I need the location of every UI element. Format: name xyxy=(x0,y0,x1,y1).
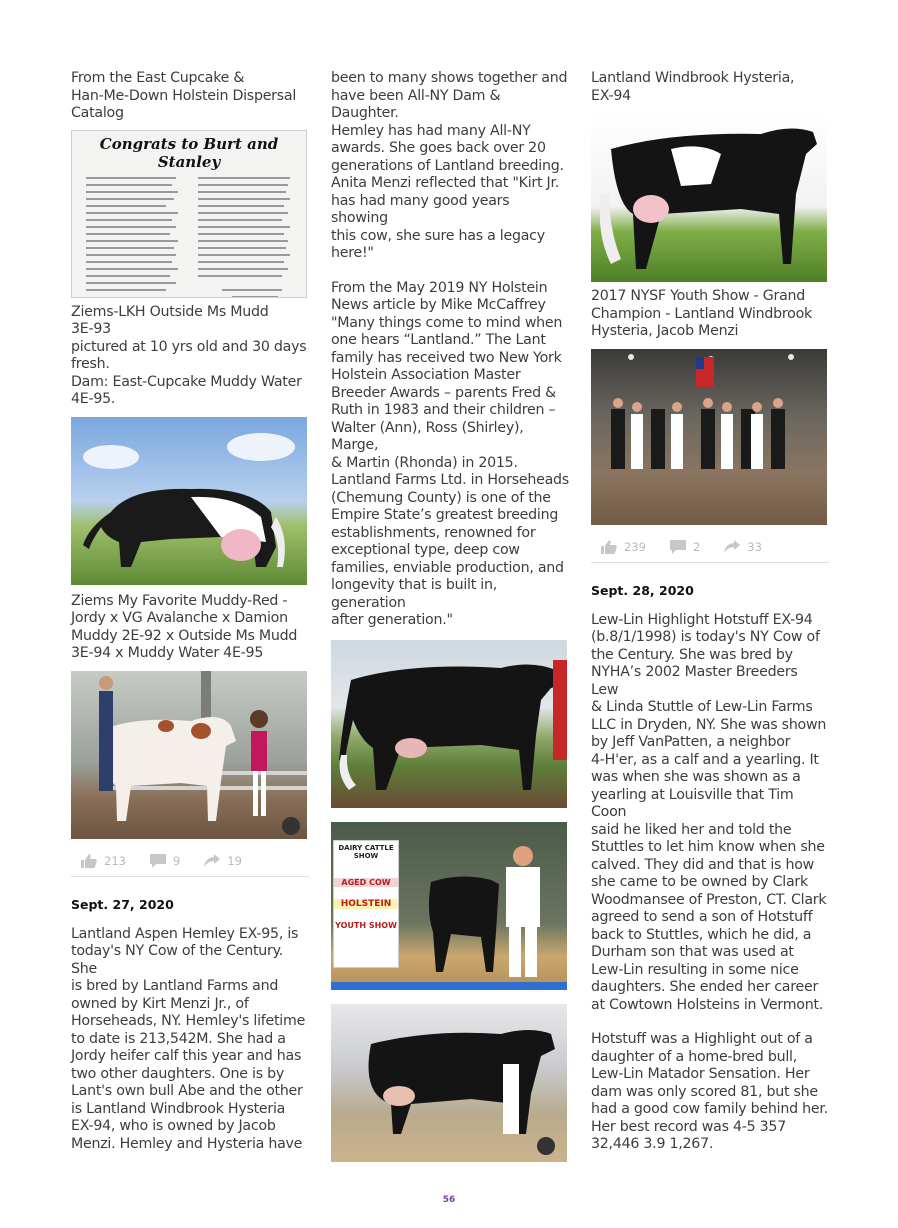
hysteria-cow-photo xyxy=(591,114,827,282)
black-cow-fairground-photo xyxy=(331,1004,567,1162)
grand-champion-group-photo xyxy=(591,349,827,525)
comment-icon xyxy=(150,854,166,868)
column-3 xyxy=(591,70,829,1154)
sign-class: AGED COW xyxy=(334,878,398,887)
thumbs-up-icon xyxy=(81,854,97,868)
red-heifer-show-photo xyxy=(71,671,307,839)
sign-breed: HOLSTEIN xyxy=(334,899,398,909)
black-cow-illustration xyxy=(331,640,567,808)
share-icon xyxy=(204,854,220,868)
group-photo-illustration xyxy=(591,349,827,525)
social-bar-1 xyxy=(71,847,309,877)
like-button[interactable]: 239 xyxy=(601,540,646,554)
newspaper-clipping-image xyxy=(71,130,307,298)
youth-show-sign-photo xyxy=(331,822,567,990)
sign-division: YOUTH SHOW xyxy=(335,920,397,930)
show-sign xyxy=(333,840,399,968)
share-button[interactable]: 33 xyxy=(724,540,762,554)
clipping-title: Congrats to Burt and Stanley xyxy=(99,134,279,171)
fairground-cow-illustration xyxy=(331,1004,567,1162)
hotstuff-article: Lew-Lin Highlight Hotstuff EX-94 (b.8/1/1998) is today's NY Cow of the Century. She was bred by NYHA’s 2002 Master Breeders Lew & Linda Stuttle of Lew-Lin Farms LLC in Dryden, NY. She was shown by Jeff VanPatten, a neighbor 4-H'er, as a calf and a yearling. It was when she was shown as a yearling at Louisville that Tim Coon said he liked her and told the Stuttles to let him know when she calved. They did and that is how she came to be owned by Clark Woodmansee of Preston, CT. Clark agreed to send a son of Hotstuff back to Stuttles, which he did, a Durham son that was used at Lew-Lin resulting in some nice daughters. She ended her career at Cowtown Holsteins in Vermont. Hotstuff was a Highlight out of a daughter of a home-bred bull, Lew-Lin Matador Sensation. Her dam was only scored 81, but she had a good cow family behind her. Her best record was 4-5 357 32,446 3.9 1,267. xyxy=(591,611,828,1152)
social-bar-2 xyxy=(591,533,829,563)
like-button[interactable]: 213 xyxy=(81,854,126,868)
outside-ms-mudd-caption: Ziems-LKH Outside Ms Mudd 3E-93 pictured at 10 yrs old and 30 days fresh. Dam: East-Cupcake Muddy Water 4E-95. xyxy=(71,303,307,407)
column-1 xyxy=(71,70,309,1153)
clipping-text-lines xyxy=(72,171,307,298)
hysteria-caption: Lantland Windbrook Hysteria, EX-94 xyxy=(591,70,795,104)
column-2 xyxy=(331,70,569,1162)
grazing-cow-photo xyxy=(71,417,307,585)
black-cow-profile-photo xyxy=(331,640,567,808)
comment-button[interactable]: 2 xyxy=(670,540,700,554)
hemley-article: Lantland Aspen Hemley EX-95, is today's NY Cow of the Century. She is bred by Lantland Farms and owned by Kirt Menzi Jr., of Horseheads, NY. Hemley's lifetime to date is 213,542M. She had a Jordy heifer calf this year and has two other daughters. One is by Lant's own bull Abe and the other is Lantland Windbrook Hysteria EX-94, who is owned by Jacob Menzi. Hemley and Hysteria have xyxy=(71,925,306,1152)
post-date: Sept. 27, 2020 xyxy=(71,896,174,912)
grand-champion-caption: 2017 NYSF Youth Show - Grand Champion - Lantland Windbrook Hysteria, Jacob Menzi xyxy=(591,288,812,339)
hysteria-cow-illustration xyxy=(591,114,827,282)
share-button[interactable]: 19 xyxy=(204,854,242,868)
hemley-article-continued: been to many shows together and have been All-NY Dam & Daughter. Hemley has had many All-NY awards. She goes back over 20 generations of Lantland breeding. Anita Menzi reflected that "Kirt Jr. has had many good years showing this cow, she sure has a legacy here!" From the May 2019 NY Holstein News article by Mike McCaffrey "Many things come to mind when one hears “Lantland.” The Lant family has received two New York Holstein Association Master Breeder Awards – parents Fred & Ruth in 1983 and their children – Walter (Ann), Ross (Shirley), Marge, & Martin (Rhonda) in 2015. Lantland Farms Ltd. in Horseheads (Chemung County) is one of the Empire State’s greatest breeding establishments, renowned for exceptional type, deep cow families, enviable production, and longevity that is built in, generation after generation." xyxy=(331,70,569,628)
thumbs-up-icon xyxy=(601,540,617,554)
muddy-red-caption: Ziems My Favorite Muddy-Red - Jordy x VG Avalanche x Damion Muddy 2E-92 x Outside Ms Mudd 3E-94 x Muddy Water 4E-95 xyxy=(71,592,298,661)
catalog-caption: From the East Cupcake & Han-Me-Down Holstein Dispersal Catalog xyxy=(71,70,297,121)
sign-header: DAIRY CATTLE SHOW xyxy=(338,843,394,860)
comment-icon xyxy=(670,540,686,554)
grazing-cow-illustration xyxy=(71,417,307,585)
heifer-with-girl-illustration xyxy=(71,671,307,839)
post-date: Sept. 28, 2020 xyxy=(591,582,694,598)
comment-button[interactable]: 9 xyxy=(150,854,180,868)
page-number: 56 xyxy=(442,1195,456,1205)
share-icon xyxy=(724,540,740,554)
